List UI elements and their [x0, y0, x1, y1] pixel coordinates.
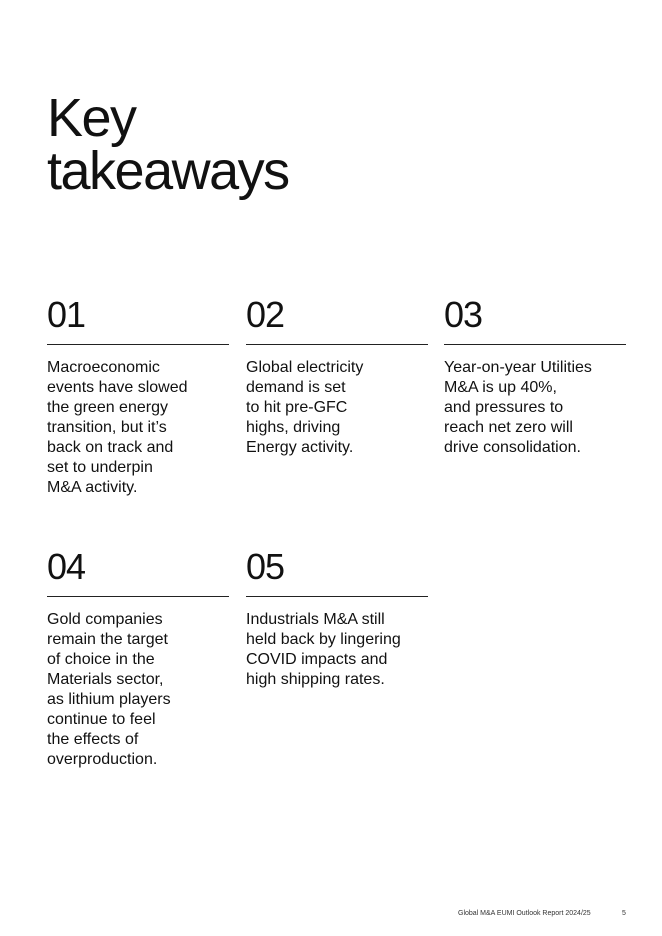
text-line: and pressures to — [444, 399, 564, 416]
text-line: continue to feel — [47, 711, 156, 728]
text-line: highs, driving — [246, 419, 341, 436]
takeaway-01 — [47, 295, 229, 498]
divider — [246, 596, 428, 597]
takeaway-02 — [246, 295, 428, 458]
text-line: M&A is up 40%, — [444, 379, 557, 396]
text-line: drive consolidation. — [444, 439, 581, 456]
divider — [47, 344, 229, 345]
divider — [444, 344, 626, 345]
text-line: Industrials M&A still — [246, 611, 385, 628]
takeaway-text — [246, 358, 428, 458]
takeaway-text — [47, 358, 229, 498]
text-line: transition, but it’s — [47, 419, 167, 436]
text-line: Global electricity — [246, 359, 364, 376]
text-line: overproduction. — [47, 751, 158, 768]
text-line: M&A activity. — [47, 479, 138, 496]
takeaway-text — [444, 358, 626, 458]
text-line: Materials sector, — [47, 671, 164, 688]
takeaway-number: 05 — [246, 546, 285, 587]
divider — [47, 596, 229, 597]
text-line: Macroeconomic — [47, 359, 160, 376]
takeaway-number: 02 — [246, 294, 285, 335]
takeaway-05 — [246, 547, 428, 690]
text-line: high shipping rates. — [246, 671, 385, 688]
text-line: Year-on-year Utilities — [444, 359, 592, 376]
takeaway-text — [246, 610, 428, 690]
page-title — [47, 88, 289, 201]
text-line: as lithium players — [47, 691, 171, 708]
text-line: the effects of — [47, 731, 139, 748]
text-line: held back by lingering — [246, 631, 401, 648]
takeaway-03 — [444, 295, 626, 458]
takeaway-number: 04 — [47, 546, 86, 587]
text-line: events have slowed — [47, 379, 188, 396]
text-line: the green energy — [47, 399, 168, 416]
text-line: demand is set — [246, 379, 346, 396]
page-title-line-2: takeaways — [47, 141, 289, 201]
divider — [246, 344, 428, 345]
footer-report-title: Global M&A EUMI Outlook Report 2024/25 — [458, 910, 591, 917]
takeaway-04 — [47, 547, 229, 770]
text-line: remain the target — [47, 631, 168, 648]
page-title-line-1: Key — [47, 88, 136, 148]
text-line: Gold companies — [47, 611, 163, 628]
text-line: COVID impacts and — [246, 651, 388, 668]
page-number: 5 — [622, 910, 626, 917]
text-line: Energy activity. — [246, 439, 354, 456]
text-line: back on track and — [47, 439, 174, 456]
takeaway-text — [47, 610, 229, 770]
text-line: reach net zero will — [444, 419, 573, 436]
takeaway-number: 01 — [47, 294, 86, 335]
text-line: to hit pre-GFC — [246, 399, 348, 416]
text-line: of choice in the — [47, 651, 155, 668]
text-line: set to underpin — [47, 459, 153, 476]
takeaway-number: 03 — [444, 294, 483, 335]
